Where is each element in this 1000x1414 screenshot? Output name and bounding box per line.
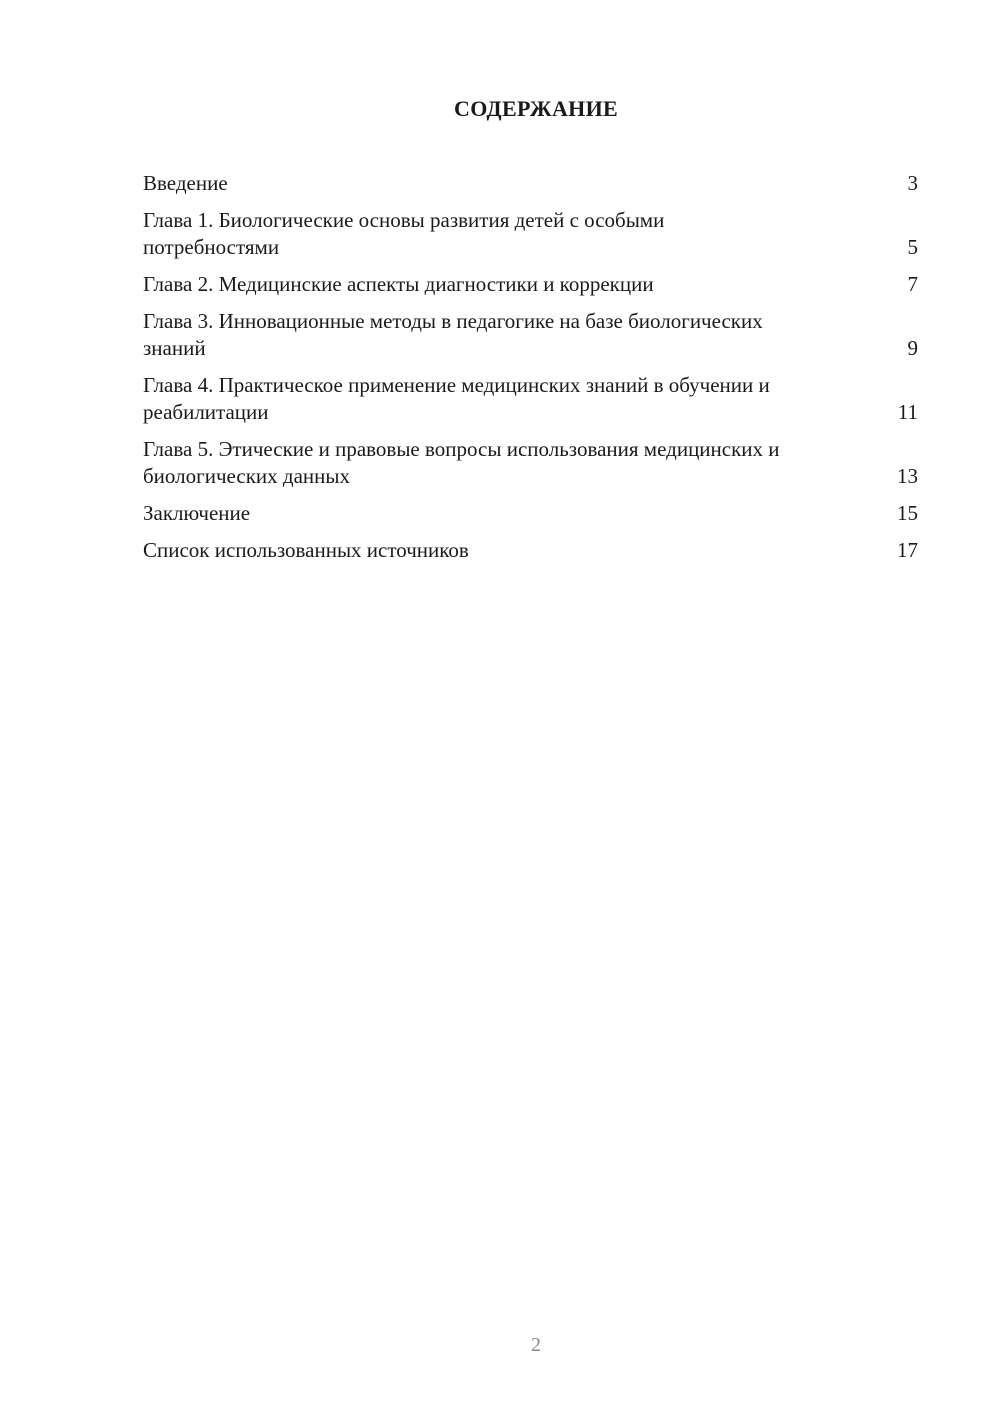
- toc-entry-chapter-4: [143, 372, 918, 426]
- toc-entry-page: 13: [897, 464, 918, 488]
- toc-entry-page: 11: [897, 400, 918, 424]
- toc-entry-chapter-5: [143, 436, 918, 490]
- toc-entry-chapter-2: [143, 271, 918, 298]
- toc-entry-chapter-3: [143, 308, 918, 362]
- toc-entry-text: Глава 5. Этические и правовые вопросы использования медицинских и биологических данных: [143, 437, 780, 488]
- toc-entry-conclusion: [143, 500, 918, 527]
- toc-entry-page: 9: [907, 336, 918, 360]
- toc-entry-text: Заключение: [143, 501, 251, 525]
- toc-entry-page: 15: [897, 501, 918, 525]
- toc-entry-text: Список использованных источников: [143, 538, 469, 562]
- toc-entry-text: Глава 3. Инновационные методы в педагогике на базе биологических знаний: [143, 309, 763, 360]
- toc-entry-references: [143, 537, 918, 564]
- page-number: 2: [531, 1334, 541, 1356]
- toc-entry-text: Глава 1. Биологические основы развития детей с особыми потребностями: [143, 208, 665, 259]
- toc-entry-page: 3: [907, 171, 918, 195]
- toc-entry-chapter-1: [143, 207, 918, 261]
- toc-entry-page: 17: [897, 538, 918, 562]
- toc-entry-text: Введение: [143, 171, 228, 195]
- toc-entry-text: Глава 2. Медицинские аспекты диагностики и коррекции: [143, 272, 654, 296]
- toc-entry-page: 7: [907, 272, 918, 296]
- toc-entry-page: 5: [907, 235, 918, 259]
- toc-entry-text: Глава 4. Практическое применение медицинских знаний в обучении и реабилитации: [143, 373, 770, 424]
- toc-title: СОДЕРЖАНИЕ: [454, 96, 618, 121]
- toc-entry-introduction: [143, 170, 918, 197]
- table-of-contents: [143, 170, 918, 574]
